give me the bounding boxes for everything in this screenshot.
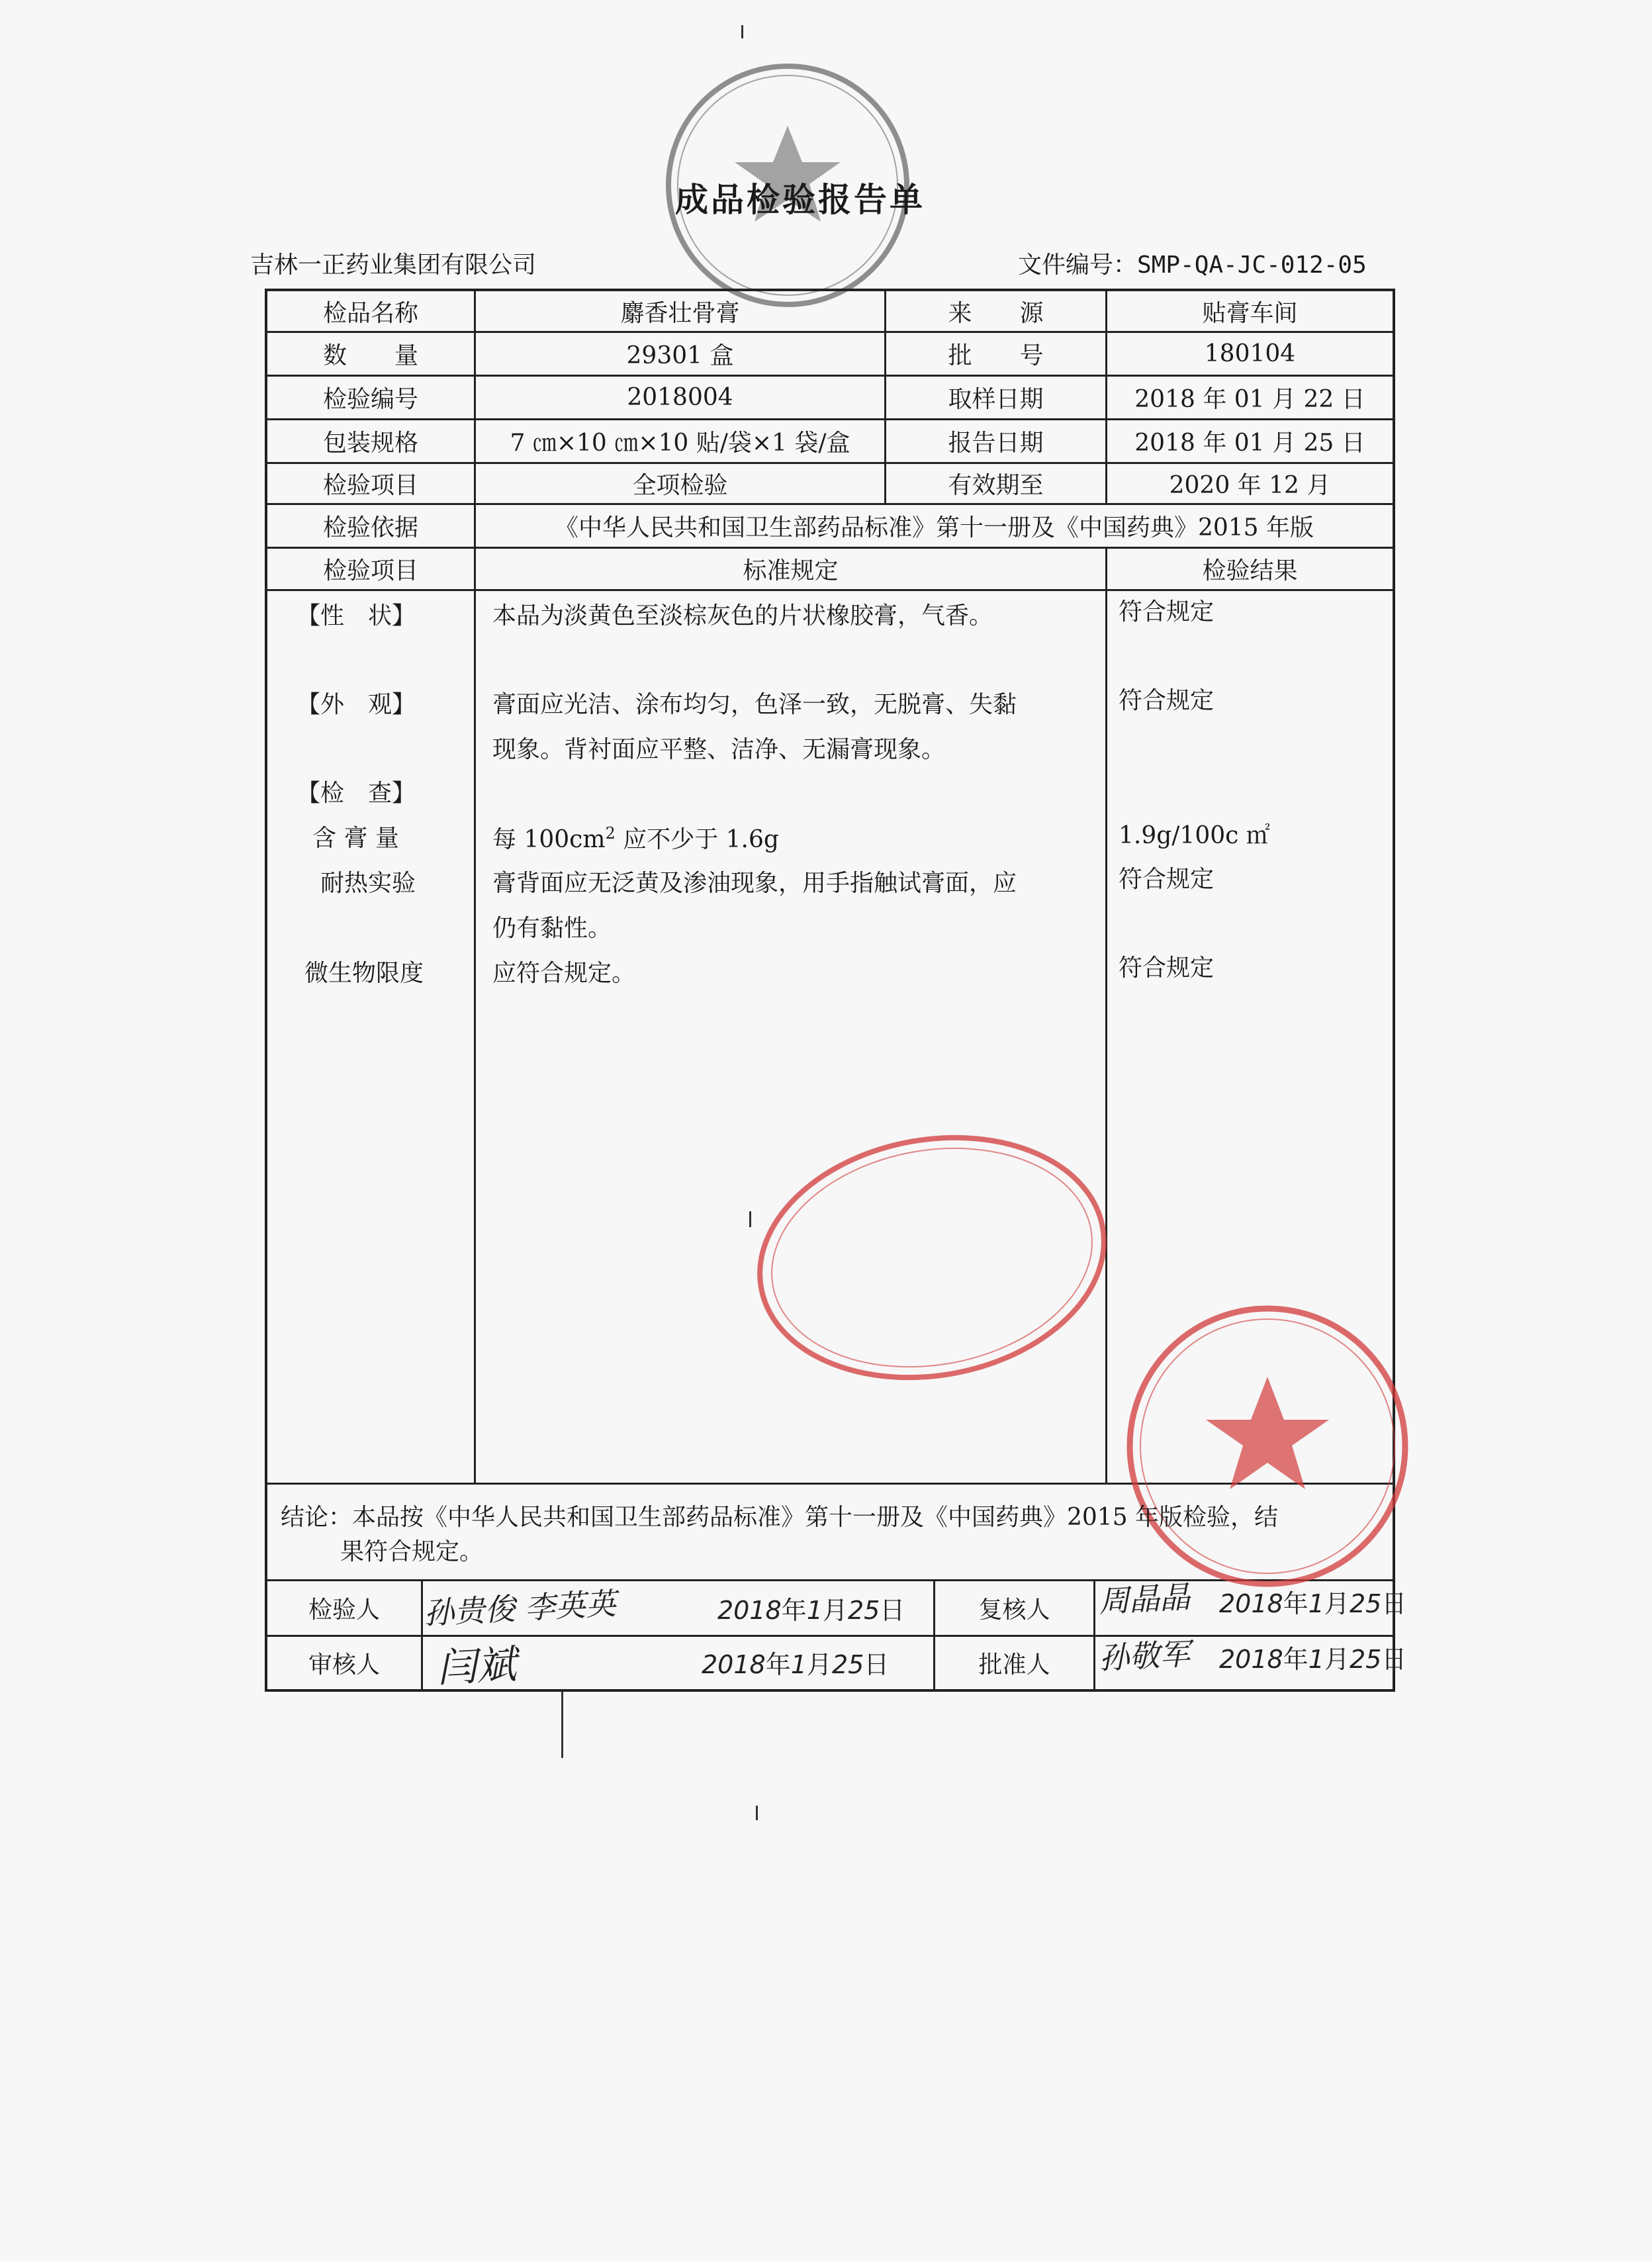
inspector-signature: 孙贵俊 李英英 bbox=[422, 1585, 617, 1632]
value-batch: 180104 bbox=[1204, 340, 1296, 367]
conclusion-line1: 结论：本品按《中华人民共和国卫生部药品标准》第十一册及《中国药典》2015 年版检验，结 bbox=[281, 1504, 1279, 1531]
item-standard-paste-content: 每 $100cm^2$ 应不少于 1.6g bbox=[492, 824, 779, 853]
label-quantity: 数 量 bbox=[322, 342, 418, 369]
report-title: 成品检验报告单 bbox=[675, 180, 925, 219]
inspector-date: 2018年1月25日 bbox=[717, 1596, 905, 1625]
reviewer-date: 2018年1月25日 bbox=[1219, 1589, 1407, 1618]
label-inspector: 检验人 bbox=[308, 1596, 380, 1624]
label-expiry: 有效期至 bbox=[948, 472, 1044, 499]
item-standard-heat-test-line2: 仍有黏性。 bbox=[492, 915, 612, 942]
label-report-date: 报告日期 bbox=[948, 430, 1044, 457]
label-basis: 检验依据 bbox=[322, 514, 418, 541]
right-red-stamp bbox=[1119, 1297, 1416, 1595]
value-basis: 《中华人民共和国卫生部药品标准》第十一册及《中国药典》2015 年版 bbox=[554, 514, 1314, 541]
company-name: 吉林一正药业集团有限公司 bbox=[250, 252, 537, 279]
item-standard-exterior-line1: 膏面应光洁、涂布均匀，色泽一致，无脱膏、失黏 bbox=[492, 691, 1017, 718]
label-source: 来 源 bbox=[948, 299, 1044, 327]
label-approver: 批准人 bbox=[978, 1651, 1050, 1679]
approver-date: 2018年1月25日 bbox=[1219, 1645, 1407, 1674]
label-sample-date: 取样日期 bbox=[948, 386, 1044, 413]
auditor-date: 2018年1月25日 bbox=[702, 1650, 890, 1679]
label-scope: 检验项目 bbox=[322, 472, 418, 499]
item-result-exterior: 符合规定 bbox=[1119, 687, 1215, 714]
value-sample-date: 2018 年 01 月 22 日 bbox=[1134, 386, 1365, 413]
label-auditor: 审核人 bbox=[308, 1651, 380, 1679]
conclusion-line2: 果符合规定。 bbox=[340, 1538, 484, 1565]
item-label-inspection: 【检 查】 bbox=[297, 780, 416, 807]
label-reviewer: 复核人 bbox=[978, 1596, 1050, 1624]
reviewer-signature: 周晶晶 bbox=[1097, 1579, 1191, 1620]
item-result-microbe: 符合规定 bbox=[1119, 954, 1215, 982]
value-report-date: 2018 年 01 月 25 日 bbox=[1134, 430, 1365, 457]
middle-red-stamp bbox=[747, 1125, 1117, 1390]
item-label-character: 【性 状】 bbox=[297, 602, 416, 629]
item-standard-microbe: 应符合规定。 bbox=[492, 960, 636, 987]
column-result-header: 检验结果 bbox=[1202, 557, 1298, 584]
value-quantity: 29301 盒 bbox=[626, 342, 734, 369]
label-batch: 批 号 bbox=[948, 342, 1044, 369]
value-test-number: 2018004 bbox=[627, 384, 733, 411]
item-standard-exterior-line2: 现象。背衬面应平整、洁净、无漏膏现象。 bbox=[492, 736, 946, 763]
auditor-signature: 闫斌 bbox=[436, 1641, 518, 1692]
item-label-heat-test: 耐热实验 bbox=[320, 870, 416, 897]
column-item-header: 检验项目 bbox=[322, 557, 418, 584]
document-number: 文件编号：SMP-QA-JC-012-05 bbox=[1018, 252, 1367, 279]
value-expiry: 2020 年 12 月 bbox=[1169, 472, 1331, 499]
label-product: 检品名称 bbox=[322, 299, 418, 327]
value-package: 7 ㎝×10 ㎝×10 贴/袋×1 袋/盒 bbox=[510, 430, 850, 457]
label-package: 包装规格 bbox=[322, 430, 418, 457]
item-result-character: 符合规定 bbox=[1119, 598, 1215, 625]
item-label-paste-content: 含 膏 量 bbox=[312, 825, 399, 852]
column-standard-header: 标准规定 bbox=[743, 557, 839, 584]
approver-signature: 孙敬军 bbox=[1097, 1636, 1191, 1677]
item-label-exterior: 【外 观】 bbox=[297, 691, 416, 718]
value-source: 贴膏车间 bbox=[1202, 299, 1298, 327]
item-standard-heat-test-line1: 膏背面应无泛黄及渗油现象，用手指触试膏面，应 bbox=[492, 870, 1017, 897]
value-scope: 全项检验 bbox=[632, 472, 728, 499]
label-test-number: 检验编号 bbox=[322, 386, 418, 413]
item-label-microbe: 微生物限度 bbox=[304, 960, 424, 987]
item-result-paste-content: 1.9g/100c ㎡ bbox=[1119, 822, 1270, 849]
item-standard-character: 本品为淡黄色至淡棕灰色的片状橡胶膏，气香。 bbox=[492, 602, 993, 629]
value-product: 麝香壮骨膏 bbox=[620, 299, 740, 327]
item-result-heat-test: 符合规定 bbox=[1119, 866, 1215, 893]
